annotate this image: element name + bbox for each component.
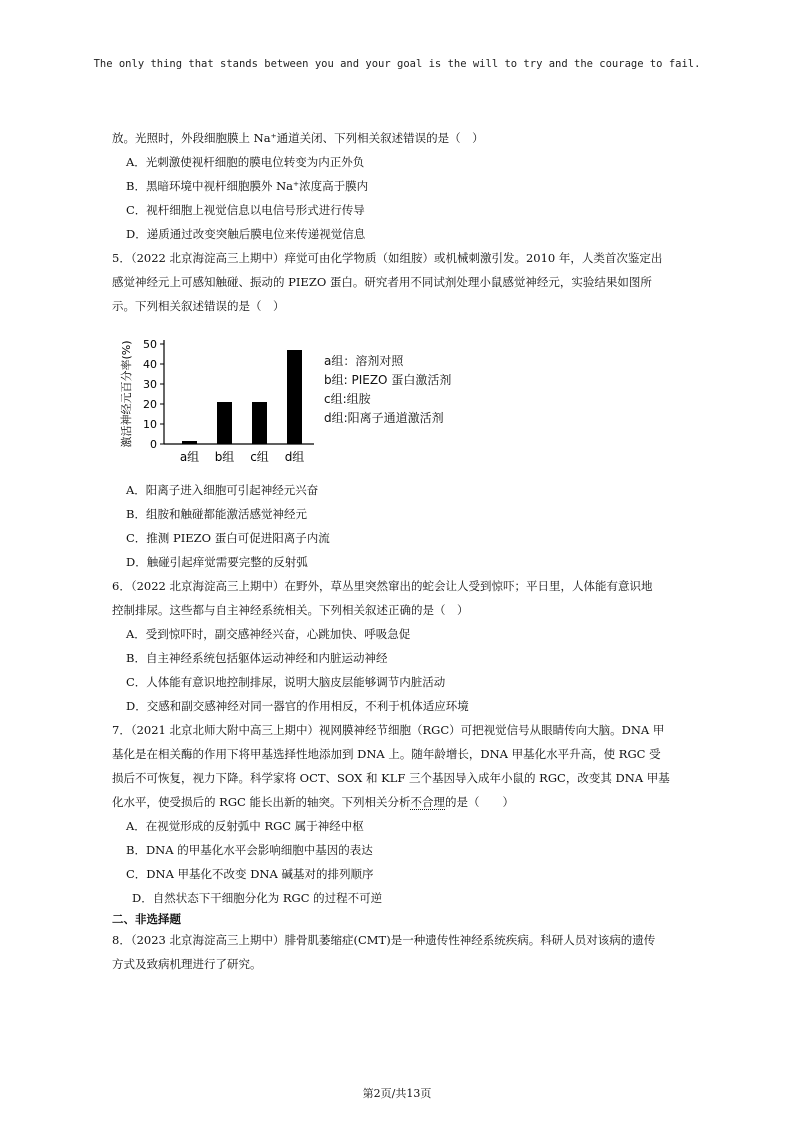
q7-emphasis-not-reasonable: 不合理 <box>410 795 445 809</box>
q5-bar-chart <box>112 324 694 474</box>
bar-a <box>182 441 197 444</box>
q7-option-c: C．DNA 甲基化不改变 DNA 碱基对的排列顺序 <box>126 867 374 881</box>
q7-stem-line-3: 损后不可恢复，视力下降。科学家将 OCT、SOX 和 KLF 三个基因导入成年小鼠的 RGC，改变其 DNA 甲基 <box>112 771 670 785</box>
q6-option-c: C．人体能有意识地控制排尿，说明大脑皮层能够调节内脏活动 <box>126 675 446 689</box>
q8-stem-line-1: 8．（2023 北京海淀高三上期中）腓骨肌萎缩症(CMT)是一种遗传性神经系统疾病。科研人员对该病的遗传 <box>112 933 656 947</box>
q6-option-a: A．受到惊吓时，副交感神经兴奋，心跳加快、呼吸急促 <box>126 627 411 641</box>
x-tick-label: d组 <box>284 450 305 464</box>
page-content <box>112 126 694 976</box>
q7-stem-line-4-pre: 化水平，使受损后的 RGC 能长出新的轴突。下列相关分析 <box>112 795 411 809</box>
q5-stem-line-1: 5．（2022 北京海淀高三上期中）痒觉可由化学物质（如组胺）或机械刺激引发。2010 年，人类首次鉴定出 <box>112 251 663 265</box>
legend-entry-a: a组：溶剂对照 <box>324 354 404 368</box>
q5-stem-line-2: 感觉神经元上可感知触碰、振动的 PIEZO 蛋白。研究者用不同试剂处理小鼠感觉神经元，实验结果如图所 <box>112 275 652 289</box>
q7-stem-line-4-post: 的是（ ） <box>444 795 514 809</box>
page-header-motto: The only thing that stands between you and your goal is the will to try and the courage to fail. <box>93 58 701 70</box>
legend-entry-c: c组:组胺 <box>324 392 371 406</box>
q5-stem-line-3: 示。下列相关叙述错误的是（ ） <box>112 299 285 313</box>
y-tick-label: 50 <box>143 338 157 351</box>
legend-entry-b: b组: PIEZO 蛋白激活剂 <box>324 373 452 387</box>
q7-stem-line-4 <box>112 790 694 814</box>
q4-option-a: A．光刺激使视杆细胞的膜电位转变为内正外负 <box>126 155 365 169</box>
q5-option-d: D．触碰引起痒觉需要完整的反射弧 <box>126 555 308 569</box>
y-tick-label: 30 <box>143 378 157 391</box>
q7-stem-line-2: 基化是在相关酶的作用下将甲基选择性地添加到 DNA 上。随年龄增长，DNA 甲基化水平升高，使 RGC 受 <box>112 747 661 761</box>
q8-stem-line-2: 方式及致病机理进行了研究。 <box>112 957 262 971</box>
page-footer-number: 第2页/共13页 <box>362 1087 432 1100</box>
bar-chart-svg <box>120 324 320 474</box>
bar-b <box>217 402 232 444</box>
x-tick-label: b组 <box>214 450 235 464</box>
q6-option-d: D．交感和副交感神经对同一器官的作用相反，不利于机体适应环境 <box>126 699 469 713</box>
bar-c <box>252 402 267 444</box>
y-tick-label: 0 <box>150 438 157 451</box>
q7-option-d: D．自然状态下干细胞分化为 RGC 的过程不可逆 <box>132 891 383 905</box>
x-tick-label: c组 <box>250 450 269 464</box>
q7-option-a: A．在视觉形成的反射弧中 RGC 属于神经中枢 <box>126 819 364 833</box>
y-tick-label: 20 <box>143 398 157 411</box>
q5-option-b: B．组胺和触碰都能激活感觉神经元 <box>126 507 307 521</box>
q7-option-b: B．DNA 的甲基化水平会影响细胞中基因的表达 <box>126 843 373 857</box>
q6-option-b: B．自主神经系统包括躯体运动神经和内脏运动神经 <box>126 651 388 665</box>
q7-stem-line-1: 7．（2021 北京北师大附中高三上期中）视网膜神经节细胞（RGC）可把视觉信号从眼睛传向大脑。DNA 甲 <box>112 723 665 737</box>
q4-option-d: D．递质通过改变突触后膜电位来传递视觉信息 <box>126 227 366 241</box>
q4-option-c: C．视杆细胞上视觉信息以电信号形式进行传导 <box>126 203 365 217</box>
y-tick-label: 40 <box>143 358 157 371</box>
y-axis-label: 激活神经元百分率(%) <box>120 340 133 448</box>
q4-stem-continued: 放。光照时，外段细胞膜上 Na⁺通道关闭、下列相关叙述错误的是（ ） <box>112 131 484 145</box>
section-heading-non-choice: 二、非选择题 <box>112 912 181 926</box>
x-tick-label: a组 <box>179 450 200 464</box>
y-tick-label: 10 <box>143 418 157 431</box>
legend-entry-d: d组:阳离子通道激活剂 <box>324 411 444 425</box>
bar-d <box>287 350 302 444</box>
q6-stem-line-2: 控制排尿。这些都与自主神经系统相关。下列相关叙述正确的是（ ） <box>112 603 469 617</box>
chart-legend <box>324 352 451 428</box>
q4-option-b: B．黑暗环境中视杆细胞膜外 Na⁺浓度高于膜内 <box>126 179 369 193</box>
q5-option-a: A．阳离子进入细胞可引起神经元兴奋 <box>126 483 319 497</box>
q5-option-c: C．推测 PIEZO 蛋白可促进阳离子内流 <box>126 531 330 545</box>
q6-stem-line-1: 6．（2022 北京海淀高三上期中）在野外，草丛里突然窜出的蛇会让人受到惊吓；平日里，人体能有意识地 <box>112 579 653 593</box>
